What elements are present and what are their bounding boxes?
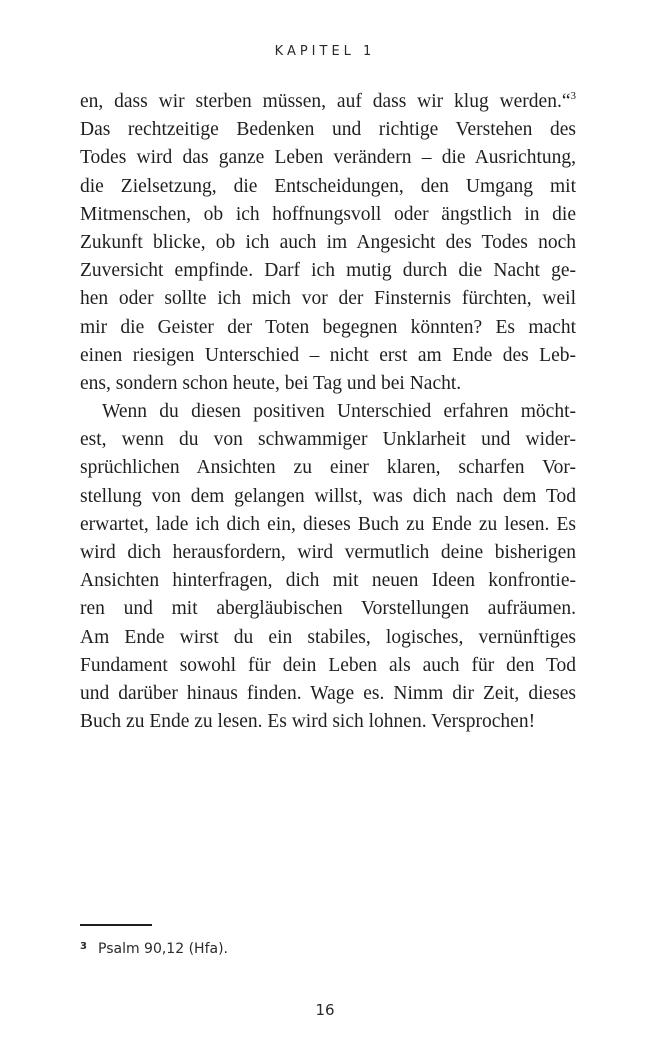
text-line: [80, 398, 576, 426]
text-line-content: Todes wird das ganze Leben verändern – die Ausrichtung,: [80, 147, 576, 169]
text-line: [80, 201, 576, 229]
running-head: KAPITEL 1: [274, 44, 376, 59]
text-line: [80, 257, 576, 285]
text-line-content: est, wenn du von schwammiger Unklarheit und wider-: [80, 429, 576, 451]
text-line-content: Zukunft blicke, ob ich auch im Angesicht des Todes noch: [80, 231, 576, 253]
text-line: [80, 285, 576, 313]
text-line-content: sprüchlichen Ansichten zu einer klaren, scharfen Vor-: [80, 457, 576, 479]
text-line-content: mir die Geister der Toten begegnen könnten? Es macht: [80, 316, 576, 338]
page-number: 16: [315, 1001, 335, 1019]
text-line: [80, 370, 576, 398]
text-line: [80, 708, 576, 736]
text-line-content: ren und mit abergläubischen Vorstellungen aufräumen.: [80, 598, 576, 620]
text-line: [80, 511, 576, 539]
text-line-content: Mitmenschen, ob ich hoffnungsvoll oder ängstlich in die: [80, 203, 576, 225]
text-line: [80, 229, 576, 257]
text-line-content: ens, sondern schon heute, bei Tag und bei Nacht.: [80, 372, 462, 394]
text-line: [80, 595, 576, 623]
text-line-content: und darüber hinaus finden. Wage es. Nimm dir Zeit, dieses: [80, 682, 576, 704]
footnote-reference[interactable]: 3: [570, 90, 576, 102]
footnote-text: Psalm 90,12 (Hfa).: [98, 941, 228, 957]
text-line: [80, 314, 576, 342]
body-text: [80, 88, 576, 736]
text-line-content: Ansichten hinterfragen, dich mit neuen Ideen konfrontie-: [80, 570, 576, 592]
text-line: [80, 426, 576, 454]
text-line: [80, 567, 576, 595]
text-line: [80, 454, 576, 482]
text-line-content: erwartet, lade ich dich ein, dieses Buch zu Ende zu lesen. Es: [80, 513, 576, 535]
text-line: [80, 173, 576, 201]
text-line-content: en, dass wir sterben müssen, auf dass wir klug werden.“: [80, 91, 571, 112]
text-line-content: Zuversicht empfinde. Darf ich mutig durch die Nacht ge-: [80, 260, 576, 282]
text-line-content: wird dich herausfordern, wird vermutlich deine bisherigen: [80, 542, 576, 563]
footnote-rule: [80, 924, 152, 926]
text-line-content: stellung von dem gelangen willst, was dich nach dem Tod: [80, 485, 576, 507]
text-line: [80, 88, 576, 116]
text-line: [80, 680, 576, 708]
text-line: [80, 483, 576, 511]
text-line-content: Buch zu Ende zu lesen. Es wird sich lohnen. Versprochen!: [80, 711, 536, 733]
text-line-content: Am Ende wirst du ein stabiles, logisches, vernünftiges: [80, 626, 576, 648]
text-line: [80, 624, 576, 652]
text-line-content: Das rechtzeitige Bedenken und richtige Verstehen des: [80, 119, 576, 141]
text-line-content: Wenn du diesen positiven Unterschied erfahren möcht-: [102, 401, 576, 423]
text-line-content: Fundament sowohl für dein Leben als auch für den Tod: [80, 654, 576, 676]
footnote-number: 3: [80, 941, 87, 952]
text-line: [80, 116, 576, 144]
text-line-content: einen riesigen Unterschied – nicht erst am Ende des Leb-: [80, 344, 576, 366]
text-line: [80, 342, 576, 370]
text-line-content: hen oder sollte ich mich vor der Finsternis fürchten, weil: [80, 288, 576, 310]
text-line: [80, 144, 576, 172]
text-line: [80, 539, 576, 567]
text-line-content: die Zielsetzung, die Entscheidungen, den Umgang mit: [80, 175, 576, 197]
footnote: [80, 941, 228, 957]
text-line: [80, 652, 576, 680]
